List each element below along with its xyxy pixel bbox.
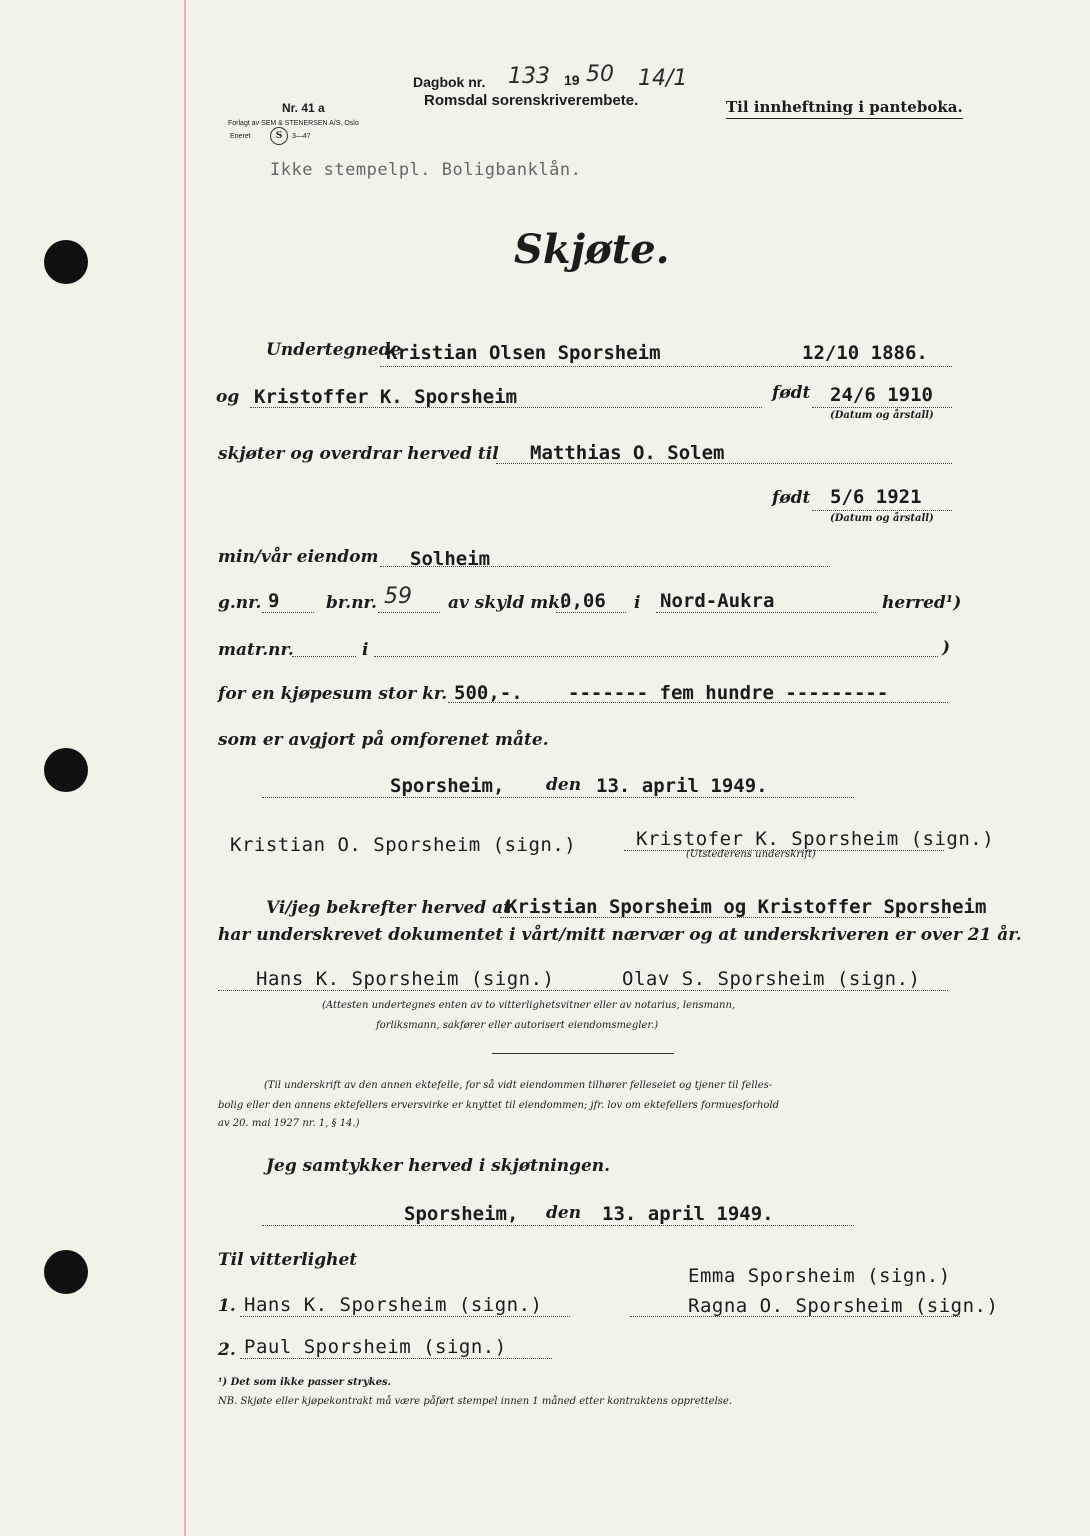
final-witness-label: Til vitterlighet — [218, 1250, 358, 1270]
buyer-date-caption: (Datum og årstall) — [830, 513, 934, 524]
punch-hole — [44, 748, 88, 792]
signature-2: Kristofer K. Sporsheim (sign.) — [636, 828, 995, 850]
witness-note-1: (Attesten undertegnes enten av to vitterlighetsvitner eller av notarius, lensmann, — [322, 1000, 736, 1011]
witness-1: Hans K. Sporsheim (sign.) — [256, 968, 555, 990]
buyer-label: skjøter og overdrar herved til — [218, 444, 499, 464]
signing-line-2 — [262, 1225, 854, 1226]
dagbok-number: 133 — [508, 64, 550, 89]
consent-text: Jeg samtykker herved i skjøtningen. — [266, 1156, 611, 1176]
final-witness-line-1 — [240, 1316, 570, 1317]
signing-date-2: 13. april 1949. — [602, 1203, 774, 1225]
publisher-logo: S — [270, 127, 288, 145]
final-witness-2: Paul Sporsheim (sign.) — [244, 1336, 507, 1358]
seller-date-2: 24/6 1910 — [830, 384, 933, 406]
spouse-signature-1: Emma Sporsheim (sign.) — [688, 1265, 951, 1287]
final-witness-number-1: 1. — [218, 1296, 236, 1316]
publisher-line: Forlagt av SEM & STENERSEN A/S, Oslo — [228, 120, 359, 127]
brnr-value: 59 — [384, 584, 412, 609]
matr-label: matr.nr. — [218, 640, 294, 660]
spouse-signature-2: Ragna O. Sporsheim (sign.) — [688, 1295, 999, 1317]
dagbok-extra: 14/1 — [638, 66, 688, 91]
brnr-label: br.nr. — [326, 593, 377, 613]
footnote-2: NB. Skjøte eller kjøpekontrakt må være påført stempel innen 1 måned etter kontraktens opprettelse. — [218, 1396, 732, 1407]
seller-prefix-2: og — [216, 387, 240, 407]
dagbok-year-suffix: 50 — [586, 62, 614, 87]
witness-statement-text: har underskrevet dokumentet i vårt/mitt nærvær og at underskriveren er over 21 år. — [218, 925, 1022, 945]
seller-name-2: Kristoffer K. Sporsheim — [254, 386, 518, 408]
seller-born-label: født — [772, 383, 811, 403]
seller-date-line — [812, 407, 952, 408]
spouse-note-3: av 20. mai 1927 nr. 1, § 14.) — [218, 1118, 360, 1129]
divider — [492, 1053, 674, 1054]
skyld-value: 0,06 — [560, 590, 606, 612]
final-witness-number-2: 2. — [218, 1340, 236, 1360]
binding-note: Til innheftning i panteboka. — [726, 98, 963, 119]
herred-label: herred¹) — [882, 593, 962, 613]
matr-close: ) — [942, 638, 951, 658]
spouse-signature-line — [630, 1316, 960, 1317]
price-line — [448, 702, 948, 703]
buyer-date-line — [812, 510, 952, 511]
matr-line — [292, 656, 356, 657]
gnr-label: g.nr. — [218, 593, 262, 613]
signature-1: Kristian O. Sporsheim (sign.) — [230, 834, 577, 856]
witness-statement-label: Vi/jeg bekrefter herved at — [266, 898, 511, 918]
buyer-line — [496, 463, 952, 464]
herred-line — [656, 612, 876, 613]
office-name: Romsdal sorenskriverembete. — [424, 92, 639, 109]
seller-date-1: 12/10 1886. — [802, 342, 928, 364]
gnr-line — [262, 612, 314, 613]
witness-line — [218, 990, 948, 991]
seller-line-2 — [250, 407, 762, 408]
publisher-date: 3—47 — [292, 133, 311, 140]
signing-place-2: Sporsheim, — [404, 1203, 519, 1225]
matr-in-label: i — [362, 640, 369, 660]
form-number: Nr. 41 a — [282, 101, 325, 115]
stamp-note: Ikke stempelpl. Boligbanklån. — [270, 160, 582, 180]
signing-den-1: den — [546, 775, 582, 795]
brnr-line — [378, 612, 440, 613]
publisher-eneret: Eneret — [230, 133, 251, 140]
price-label: for en kjøpesum stor kr. — [218, 684, 448, 704]
gnr-value: 9 — [268, 590, 280, 612]
signing-line-1 — [262, 797, 854, 798]
witness-statement-names: Kristian Sporsheim og Kristoffer Sporsheim — [506, 896, 987, 918]
spouse-note-2: bolig eller den annens ektefellers erversvirke er knyttet til eiendommen; jfr. lov om ektefellers formuesforhold — [218, 1100, 780, 1111]
witness-note-2: forliksmann, sakfører eller autorisert eiendomsmegler.) — [376, 1020, 659, 1031]
buyer-name: Matthias O. Solem — [530, 442, 725, 464]
seller-name-1: Kristian Olsen Sporsheim — [386, 342, 661, 364]
punch-hole — [44, 1250, 88, 1294]
price-amount: 500,-. — [454, 682, 523, 704]
seller-label: Undertegnede — [266, 340, 402, 360]
skyld-label: av skyld mk. — [448, 593, 566, 613]
price-settled: som er avgjort på omforenet måte. — [218, 730, 549, 750]
final-witness-line-2 — [240, 1358, 552, 1359]
price-words: ------- fem hundre --------- — [568, 682, 889, 704]
herred-value: Nord-Aukra — [660, 590, 775, 612]
seller-line-1 — [380, 366, 952, 367]
buyer-date: 5/6 1921 — [830, 486, 922, 508]
margin-line — [184, 0, 186, 1536]
buyer-born-label: født — [772, 488, 811, 508]
signing-place-1: Sporsheim, — [390, 775, 505, 797]
property-label: min/vår eiendom — [218, 547, 379, 567]
skyld-line — [556, 612, 626, 613]
spouse-note-1: (Til underskrift av den annen ektefelle, for så vidt eiendommen tilhører felleseiet og tjener til felles- — [264, 1080, 773, 1091]
final-witness-1: Hans K. Sporsheim (sign.) — [244, 1294, 543, 1316]
witness-statement-line — [500, 917, 950, 918]
seller-date-caption: (Datum og årstall) — [830, 410, 934, 421]
property-line — [380, 566, 830, 567]
property-name: Solheim — [410, 548, 491, 570]
punch-hole — [44, 240, 88, 284]
dagbok-label: Dagbok nr. — [413, 74, 486, 90]
signing-den-2: den — [546, 1203, 582, 1223]
signature-caption: (Utstederens underskrift) — [686, 849, 816, 860]
matr-in-line — [374, 656, 938, 657]
witness-2: Olav S. Sporsheim (sign.) — [622, 968, 921, 990]
dagbok-year-prefix: 19 — [564, 72, 580, 88]
signing-date-1: 13. april 1949. — [596, 775, 768, 797]
footnote-1: ¹) Det som ikke passer strykes. — [218, 1377, 392, 1388]
page-title: Skjøte. — [514, 226, 670, 273]
in-label: i — [634, 593, 641, 613]
